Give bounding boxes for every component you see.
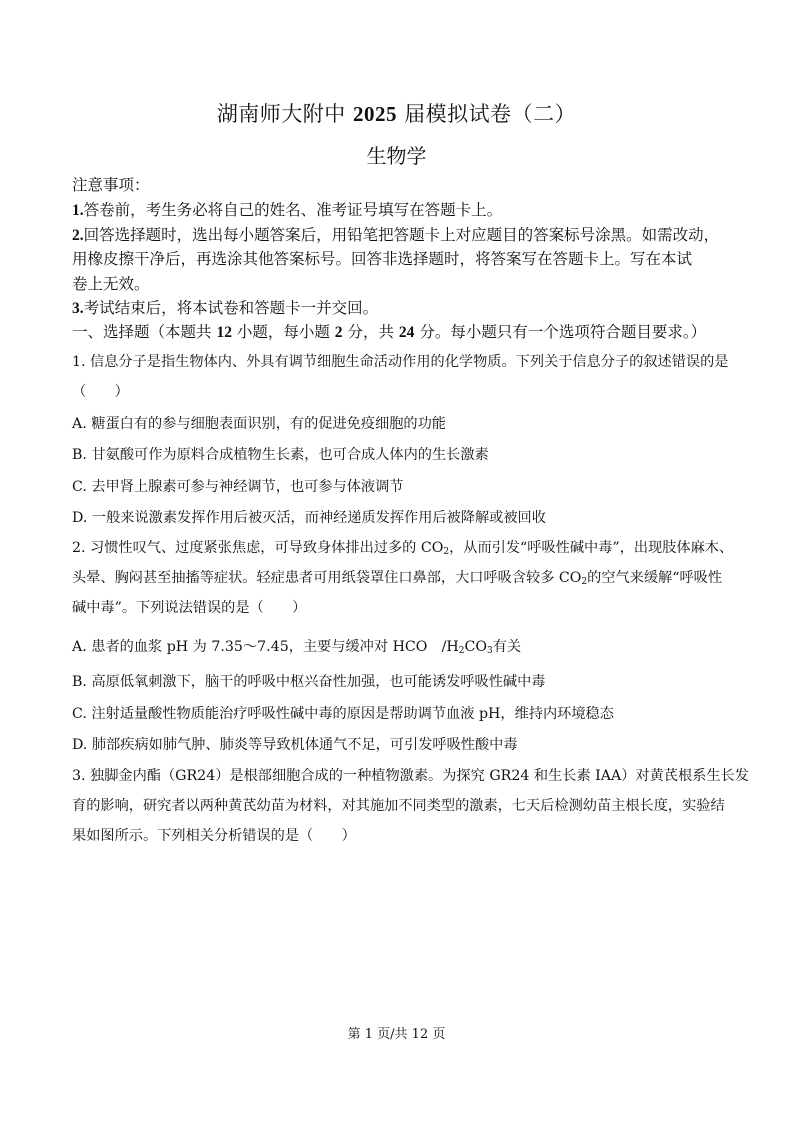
- question-1-option-a: A. 糖蛋白有的参与细胞表面识别，有的促进免疫细胞的功能: [72, 416, 446, 432]
- text-run: 2: [581, 577, 588, 587]
- question-2-option-c: C. 注射适量酸性物质能治疗呼吸性碱中毒的原因是帮助调节血液 pH，维持内环境稳态: [72, 706, 614, 722]
- text-run: 分。每小题只有一个选项符合题目要求。）: [414, 323, 707, 341]
- text-run: 头晕、胸闷甚至抽搐等症状。轻症患者可用纸袋罩住口鼻部，大口呼吸含较多 CO: [72, 570, 582, 586]
- question-1-stem: 1. 信息分子是指生物体内、外具有调节细胞生命活动作用的化学物质。下列关于信息分子的叙述错误的是: [72, 354, 729, 370]
- note-2-line-2: 用橡皮擦干净后，再选涂其他答案标号。回答非选择题时，将答案写在答题卡上。写在本试: [72, 250, 693, 268]
- text-run: 有关: [492, 639, 522, 655]
- text-run: 24: [398, 324, 415, 341]
- text-run: 12: [216, 324, 232, 341]
- text-run: 一、选择题（本题共: [72, 323, 217, 341]
- note-1: [72, 200, 502, 221]
- question-1-option-d: D. 一般来说激素发挥作用后被灭活，而神经递质发挥作用后被降解或被回收: [72, 510, 546, 526]
- text-run: 小题，每小题: [231, 323, 335, 341]
- text-run: 回答选择题时，选出每小题答案后，用铅笔把答题卡上对应题目的答案标号涂黑。如需改动，: [83, 226, 720, 244]
- title-year: 2025: [353, 102, 397, 126]
- text-run: 2. 习惯性叹气、过度紧张焦虑，可导致身体排出过多的 CO: [72, 540, 444, 556]
- question-2-line-2: [72, 568, 722, 588]
- text-run: CO: [464, 639, 487, 655]
- text-run: 的空气来缓解“呼吸性: [587, 570, 723, 586]
- note-2-line-1: [72, 225, 719, 246]
- text-run: 1.: [72, 202, 84, 219]
- text-run: ，从而引发“呼吸性碱中毒”，出现肢体麻木、: [449, 540, 734, 556]
- text-run: 3: [487, 646, 493, 656]
- question-2-option-a: [72, 636, 521, 656]
- title-text: 湖南师大附中: [216, 102, 353, 126]
- question-2-option-b: B. 高原低氧刺激下，脑干的呼吸中枢兴奋性加强，也可能诱发呼吸性碱中毒: [72, 674, 546, 690]
- text-run: 3.: [72, 300, 84, 317]
- subject-title: 生物学: [366, 144, 427, 168]
- question-1-option-c: C. 去甲肾上腺素可参与神经调节，也可参与体液调节: [72, 479, 404, 495]
- text-run: 2: [458, 646, 465, 656]
- text-run: 分，共: [342, 323, 399, 341]
- note-3: [72, 298, 378, 319]
- question-2-option-d: D. 肺部疾病如肺气肿、肺炎等导致机体通气不足，可引发呼吸性酸中毒: [72, 737, 518, 753]
- question-1-bracket: （ ）: [72, 384, 129, 400]
- text-run: 考试结束后，将本试卷和答题卡一并交回。: [83, 299, 379, 317]
- question-1-option-b: B. 甘氨酸可作为原料合成植物生长素，也可合成人体内的生长激素: [72, 447, 489, 463]
- question-3-line-1: 3. 独脚金内酯（GR24）是根部细胞合成的一种植物激素。为探究 GR24 和生长素 IAA）对黄芪根系生长发: [72, 768, 749, 784]
- text-run: 2: [443, 547, 450, 557]
- question-3-line-3: 果如图所示。下列相关分析错误的是（ ）: [72, 828, 356, 844]
- title-text-2: 届模拟试卷（二）: [397, 102, 577, 126]
- page-footer: 第 1 页/共 12 页: [347, 1027, 446, 1042]
- section-heading: [72, 322, 706, 343]
- question-3-line-2: 育的影响，研究者以两种黄芪幼苗为材料，对其施加不同类型的激素，七天后检测幼苗主根长度，实验结: [72, 798, 725, 814]
- question-2-line-1: [72, 538, 733, 558]
- question-2-line-3: 碱中毒”。下列说法错误的是（ ）: [72, 600, 307, 616]
- text-run: 2.: [72, 227, 84, 244]
- text-run: A. 患者的血浆 pH 为 7.35～7.45，主要与缓冲对 HCO /H: [72, 639, 459, 655]
- note-2-line-3: 卷上无效。: [72, 275, 150, 293]
- notes-heading: 注意事项：: [72, 176, 150, 194]
- exam-title: [0, 98, 793, 128]
- text-run: 答卷前，考生务必将自己的姓名、准考证号填写在答题卡上。: [83, 201, 503, 219]
- text-run: 2: [334, 324, 343, 341]
